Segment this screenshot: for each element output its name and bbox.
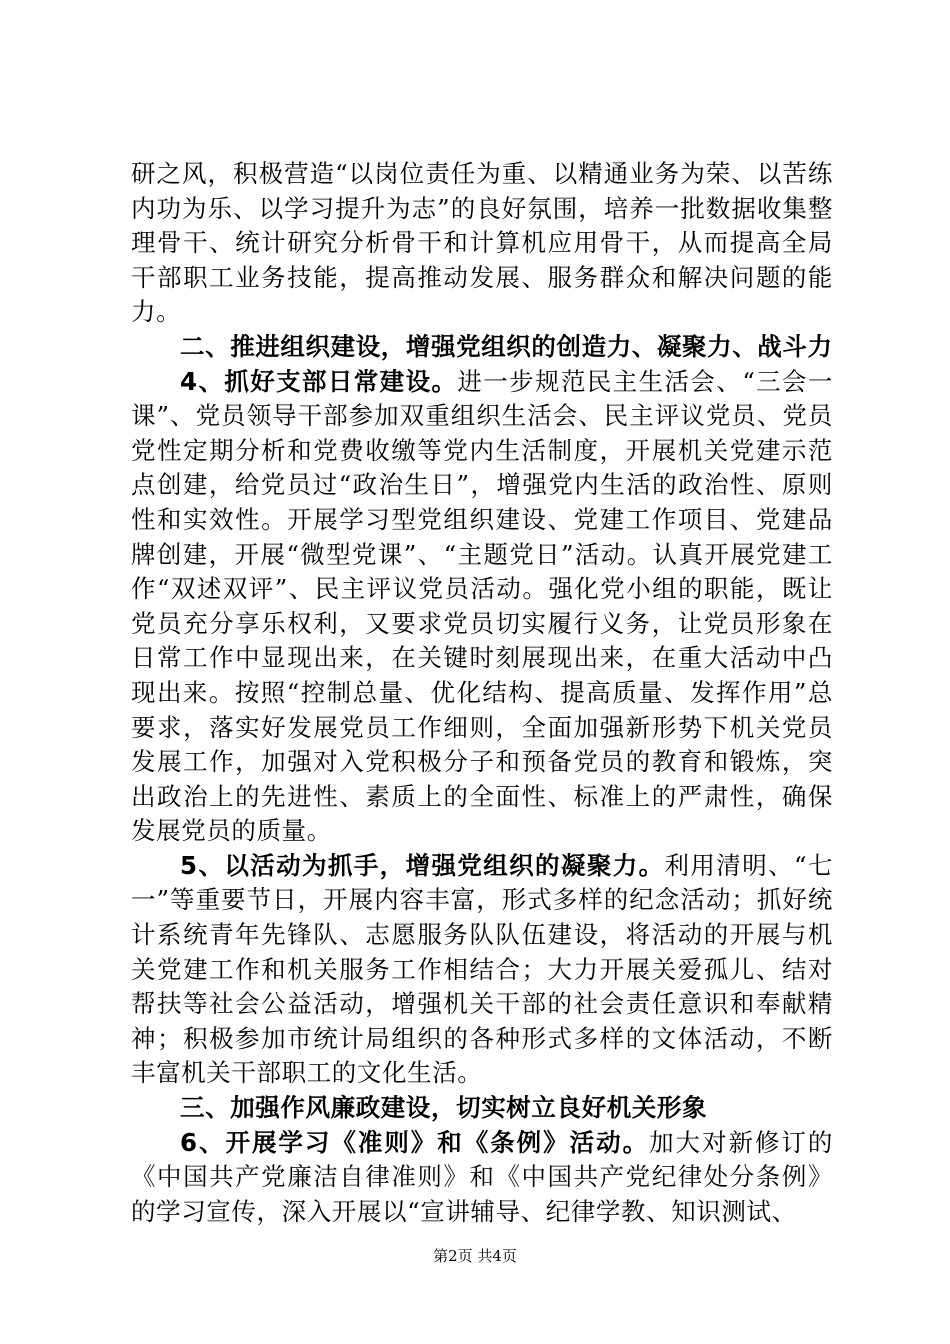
section-heading-2: 二、推进组织建设，增强党组织的创造力、凝聚力、战斗力 — [180, 331, 833, 361]
paragraph-item-5 — [131, 849, 833, 1091]
paragraph-continuation: 研之风，积极营造“以岗位责任为重、以精通业务为荣、以苦练内功为乐、以学习提升为志”的良好氛围，培养一批数据收集整理骨干、统计研究分析骨干和计算机应用骨干，从而提高全局干部职工业务技能，提高推动发展、服务群众和解决问题的能力。 — [131, 159, 833, 327]
item-text-5: 利用清明、“七一”等重要节日，开展内容丰富，形式多样的纪念活动；抓好统计系统青年先锋队、志愿服务队队伍建设，将活动的开展与机关党建工作和机关服务工作相结合；大力开展关爱孤儿、结对帮扶等社会公益活动，增强机关干部的社会责任意识和奉献精神；积极参加市统计局组织的各种形式多样的文体活动，不断丰富机关干部职工的文化生活。 — [131, 850, 833, 1088]
paragraph-item-4 — [131, 365, 833, 849]
item-lead-4: 4、抓好支部日常建设。 — [180, 366, 458, 396]
item-text-6: 加大对新修订的《中国共产党廉洁自律准则》和《中国共产党纪律处分条例》的学习宣传，深入开展以“宣讲辅导、纪律学教、知识测试、 — [131, 1127, 833, 1226]
page-footer — [0, 1246, 950, 1266]
item-text-4: 进一步规范民主生活会、“三会一课”、党员领导干部参加双重组织生活会、民主评议党员、党员党性定期分析和党费收缴等党内生活制度，开展机关党建示范点创建，给党员过“政治生日”，增强党内生活的政治性、原则性和实效性。开展学习型党组织建设、党建工作项目、党建品牌创建，开展“微型党课”、“主题党日”活动。认真开展党建工作“双述双评”、民主评议党员活动。强化党小组的职能，既让党员充分享乐权利，又要求党员切实履行义务，让党员形象在日常工作中显现出来，在关键时刻展现出来，在重大活动中凸现出来。按照“控制总量、优化结构、提高质量、发挥作用”总要求，落实好发展党员工作细则，全面加强新形势下机关党员发展工作，加强对入党积极分子和预备党员的教育和锻炼，突出政治上的先进性、素质上的全面性、标准上的严肃性，确保发展党员的质量。 — [131, 366, 833, 846]
page-number-label: 第2页 共4页 — [433, 1247, 517, 1265]
item-lead-5: 5、以活动为抓手，增强党组织的凝聚力。 — [180, 850, 665, 880]
section-heading-3: 三、加强作风廉政建设，切实树立良好机关形象 — [180, 1093, 708, 1123]
document-body — [131, 157, 833, 1229]
item-lead-6: 6、开展学习《准则》和《条例》活动。 — [180, 1127, 650, 1157]
paragraph-item-6 — [131, 1126, 833, 1230]
